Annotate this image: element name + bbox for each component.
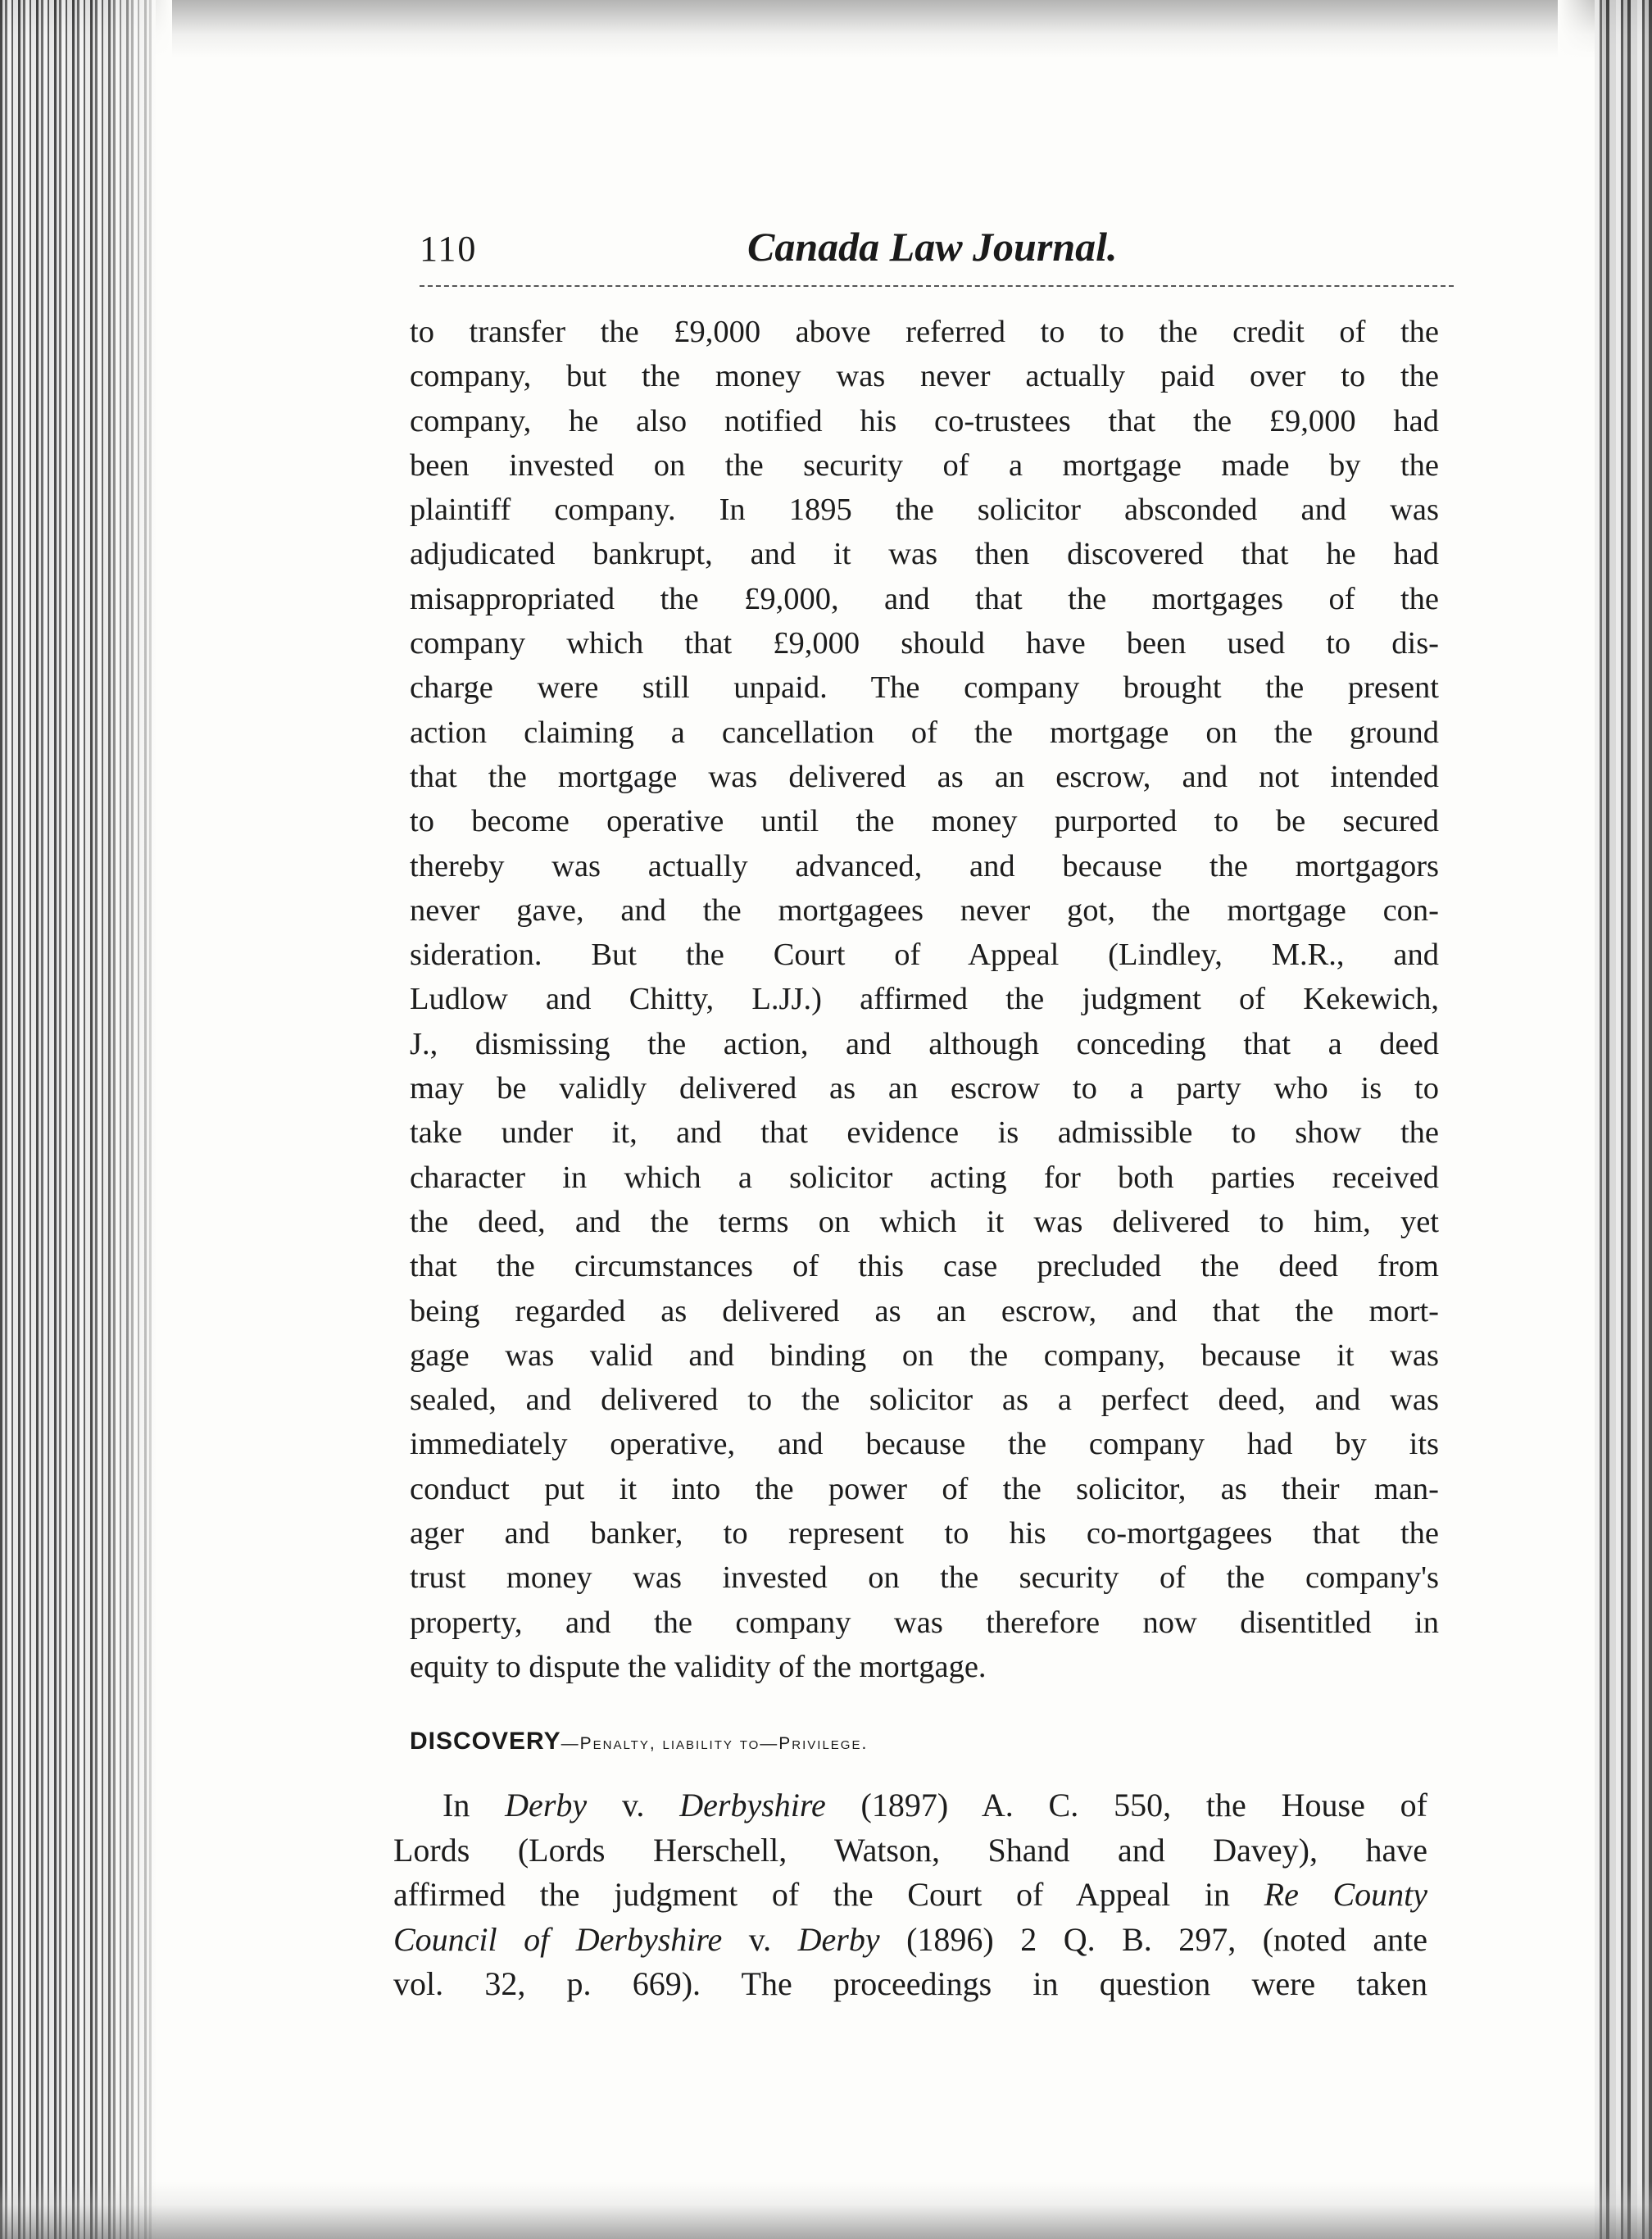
- section-heading-discovery: [410, 1728, 1439, 1755]
- text-line: ager and banker, to represent to his co-mortgagees that the: [410, 1516, 1439, 1551]
- case-name: Derbyshire: [679, 1787, 826, 1823]
- text-line: adjudicated bankrupt, and it was then discovered that he had: [410, 537, 1439, 572]
- text-line: that the circumstances of this case precluded the deed from: [410, 1249, 1439, 1284]
- running-header: [420, 223, 1454, 287]
- text-line: action claiming a cancellation of the mortgage on the ground: [410, 715, 1439, 750]
- text-line: plaintiff company. In 1895 the solicitor absconded and was: [410, 493, 1439, 528]
- paragraph-escrow-case: [410, 310, 1439, 1689]
- section-heading-dash: —: [560, 1734, 580, 1753]
- text-line: [393, 1783, 1427, 1828]
- section-heading-main: DISCOVERY: [410, 1728, 561, 1755]
- page-top-edge: [0, 0, 1652, 57]
- case-name: Council of Derbyshire: [393, 1920, 723, 1958]
- text-line: the deed, and the terms on which it was delivered to him, yet: [410, 1204, 1439, 1239]
- text-line: company which that £9,000 should have been used to dis-: [410, 626, 1439, 661]
- text-line: character in which a solicitor acting for both parties received: [410, 1160, 1439, 1195]
- text-run: affirmed the judgment of the Court of Appeal in: [393, 1876, 1264, 1913]
- text-line: never gave, and the mortgagees never got, the mortgage con-: [410, 892, 1439, 928]
- text-line: [393, 1918, 1427, 1963]
- text-line: sideration. But the Court of Appeal (Lindley, M.R., and: [410, 938, 1439, 973]
- text-line: Lords (Lords Herschell, Watson, Shand and Davey), have: [393, 1831, 1427, 1869]
- paragraph-derby-case: [393, 1783, 1427, 2007]
- text-line: to transfer the £9,000 above referred to to the credit of the: [410, 315, 1439, 349]
- text-run: v.: [722, 1920, 798, 1958]
- text-line: trust money was invested on the security of the company's: [410, 1560, 1439, 1596]
- text-line: take under it, and that evidence is admissible to show the: [410, 1115, 1439, 1151]
- text-line: vol. 32, p. 669). The proceedings in question were taken: [393, 1965, 1427, 2002]
- right-edge-fade: [1558, 0, 1607, 2239]
- page-bottom-edge: [0, 2182, 1652, 2239]
- text-run: (1896) 2 Q. B. 297, (noted ante: [879, 1920, 1428, 1958]
- section-heading-sub: Penalty, liability to—Privilege.: [579, 1734, 869, 1753]
- text-line: property, and the company was therefore now disentitled in: [410, 1605, 1439, 1640]
- text-line: company, he also notified his co-trustees that the £9,000 had: [410, 403, 1439, 438]
- text-line: sealed, and delivered to the solicitor as a perfect deed, and was: [410, 1383, 1439, 1418]
- case-name: Derby: [505, 1787, 588, 1823]
- case-name: Re County: [1264, 1876, 1428, 1913]
- running-title: Canada Law Journal.: [747, 224, 1118, 270]
- text-line: Ludlow and Chitty, L.JJ.) affirmed the judgment of Kekewich,: [410, 982, 1439, 1017]
- text-line: to become operative until the money purported to be secured: [410, 804, 1439, 839]
- text-line: J., dismissing the action, and although conceding that a deed: [410, 1026, 1439, 1061]
- text-line: immediately operative, and because the company had by its: [410, 1427, 1439, 1462]
- text-line: may be validly delivered as an escrow to a party who is to: [410, 1071, 1439, 1106]
- text-run: (1897) A. C. 550, the House of: [825, 1787, 1427, 1823]
- page-number: 110: [420, 229, 478, 269]
- text-line: thereby was actually advanced, and because the mortgagors: [410, 848, 1439, 883]
- text-line: charge were still unpaid. The company brought the present: [410, 670, 1439, 706]
- text-line: been invested on the security of a mortgage made by the: [410, 447, 1439, 483]
- text-line: conduct put it into the power of the solicitor, as their man-: [410, 1471, 1439, 1506]
- spine-fade: [98, 0, 172, 2239]
- text-line: that the mortgage was delivered as an escrow, and not intended: [410, 759, 1439, 794]
- text-line: equity to dispute the validity of the mortgage.: [410, 1649, 987, 1684]
- text-line: company, but the money was never actually paid over to the: [410, 359, 1439, 394]
- text-run: In: [442, 1787, 506, 1823]
- text-line: misappropriated the £9,000, and that the mortgages of the: [410, 581, 1439, 616]
- case-name: Derby: [797, 1920, 880, 1958]
- text-line: [393, 1873, 1427, 1918]
- text-line: gage was valid and binding on the company, because it was: [410, 1337, 1439, 1373]
- text-line: being regarded as delivered as an escrow, and that the mort-: [410, 1293, 1439, 1328]
- text-run: v.: [587, 1787, 680, 1823]
